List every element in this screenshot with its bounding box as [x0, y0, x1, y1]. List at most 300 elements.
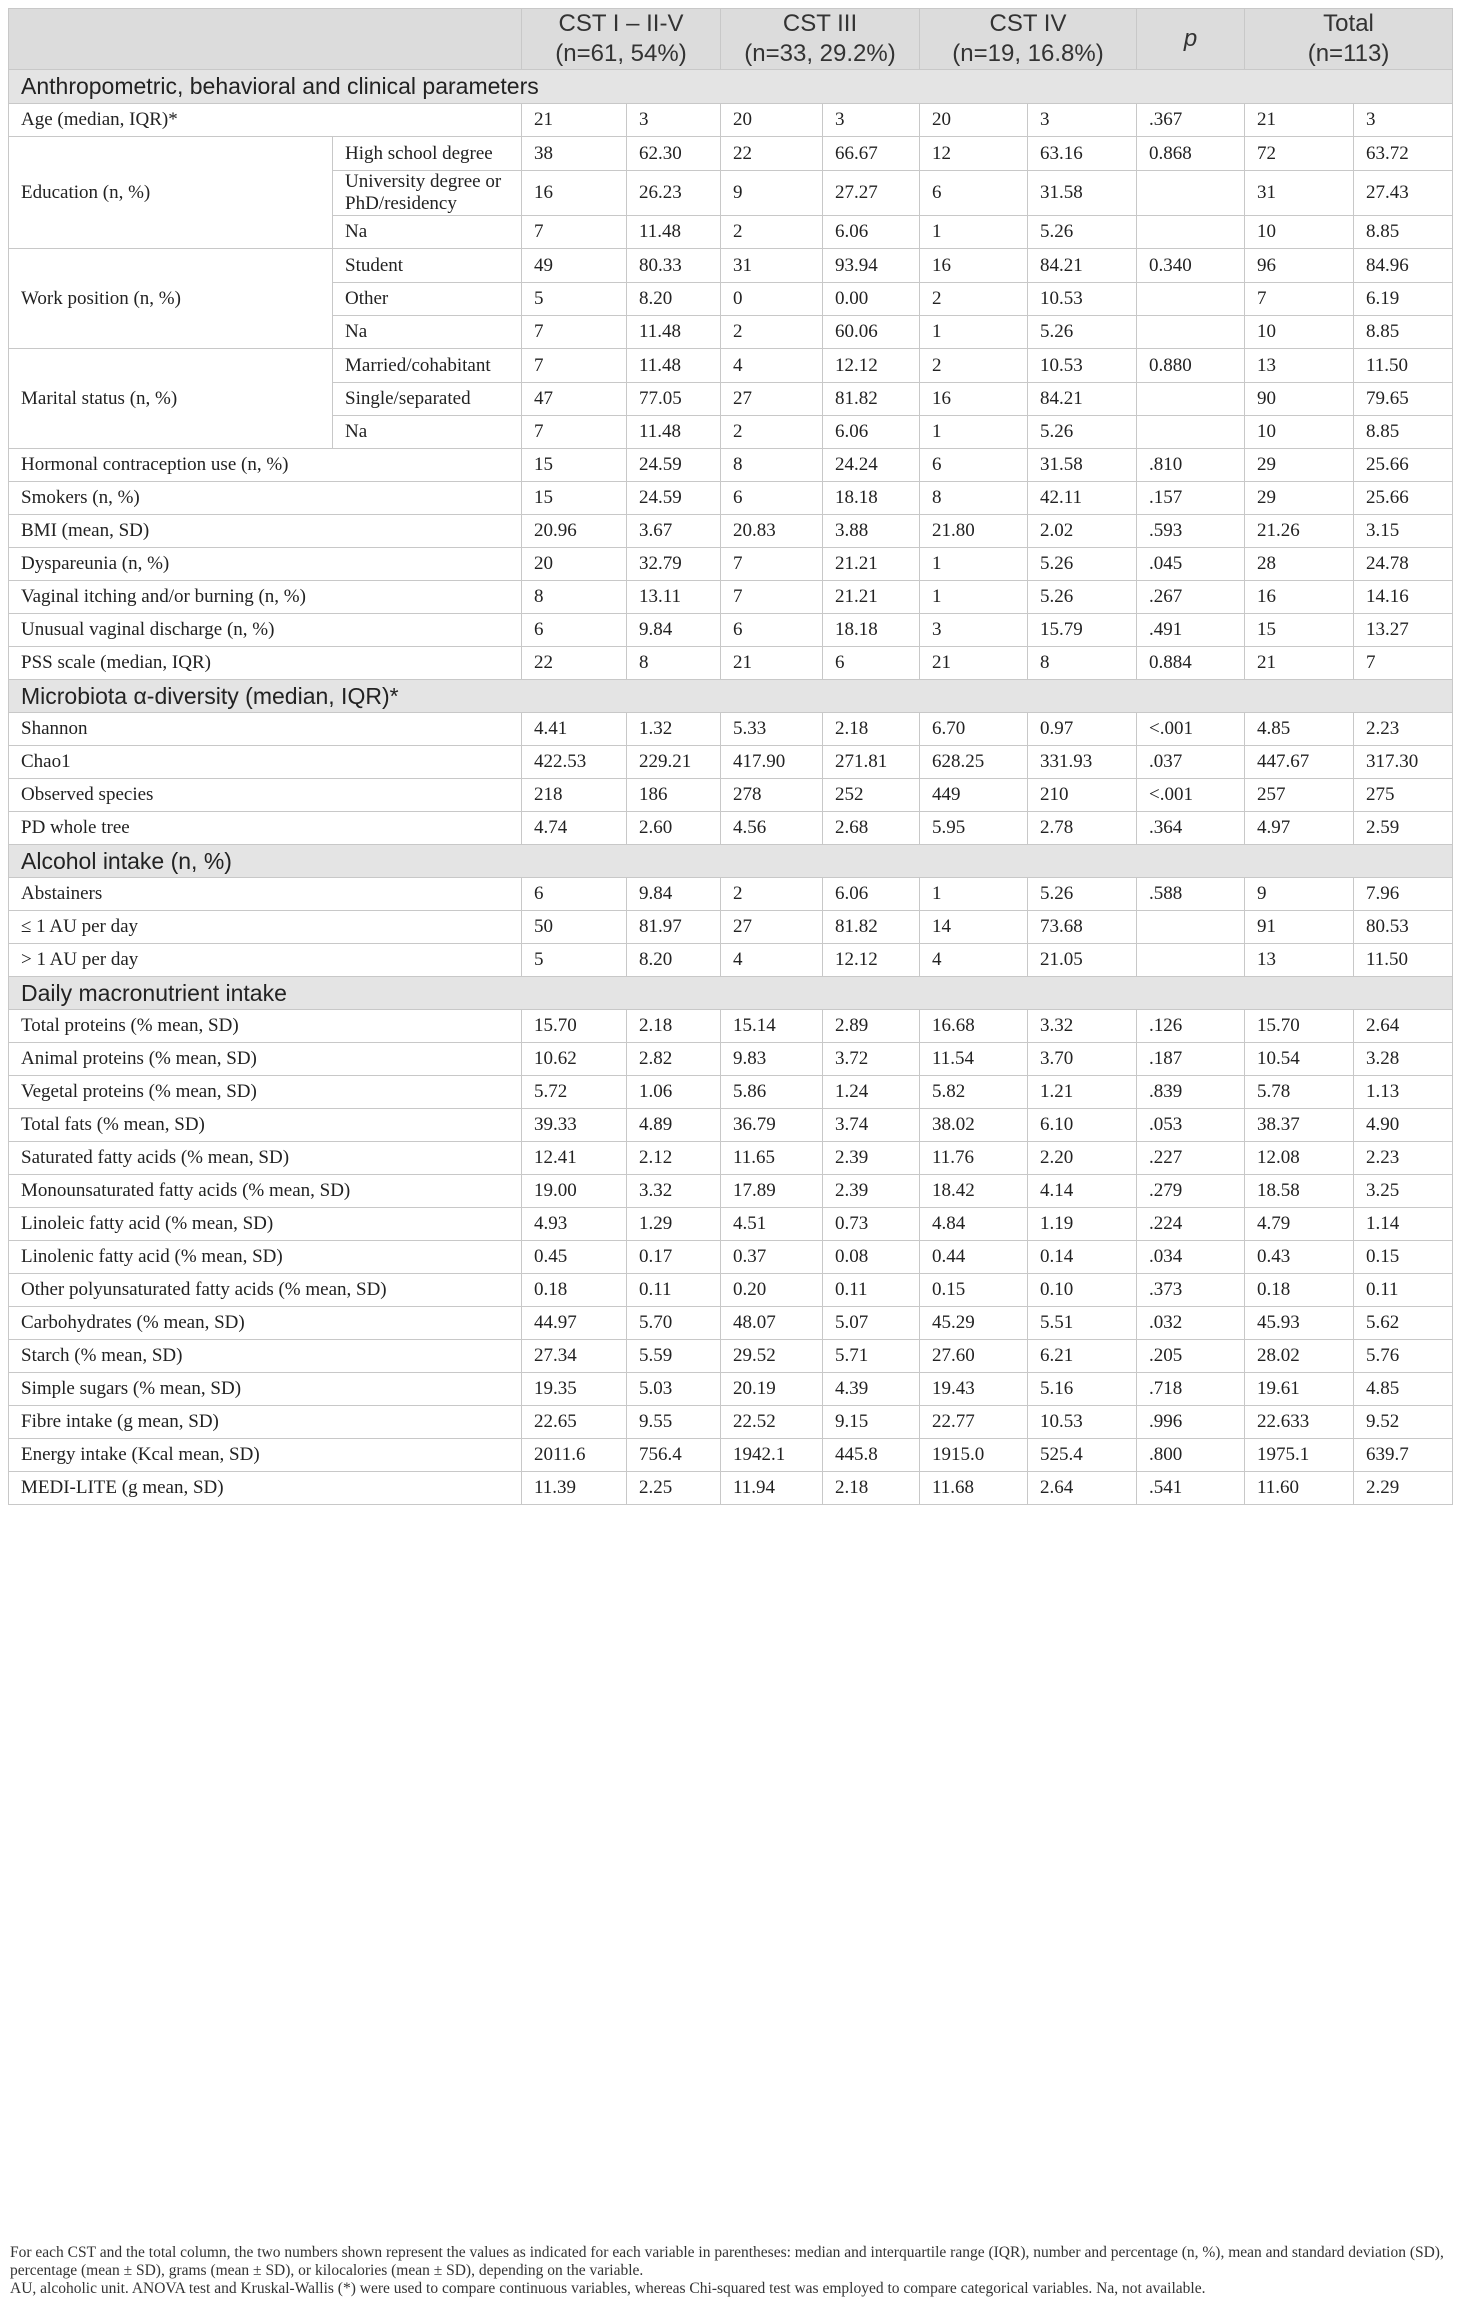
value-cell: 3.32 — [627, 1175, 721, 1208]
value-cell: 24.59 — [627, 449, 721, 482]
value-cell: 5.26 — [1028, 216, 1137, 249]
value-cell: 11.48 — [627, 349, 721, 383]
value-cell: 27.43 — [1354, 171, 1453, 216]
value-cell: 2.12 — [627, 1142, 721, 1175]
value-cell: 11.54 — [920, 1043, 1028, 1076]
value-cell: 62.30 — [627, 137, 721, 171]
value-cell: 9 — [1245, 878, 1354, 911]
value-cell: 2 — [721, 878, 823, 911]
value-cell: 639.7 — [1354, 1439, 1453, 1472]
p-value-cell: .588 — [1137, 878, 1245, 911]
value-cell: 24.78 — [1354, 548, 1453, 581]
value-cell: 1 — [920, 878, 1028, 911]
value-cell: 1942.1 — [721, 1439, 823, 1472]
value-cell: 5 — [522, 944, 627, 977]
value-cell: 5.51 — [1028, 1307, 1137, 1340]
value-cell: 8 — [920, 482, 1028, 515]
value-cell: 3.15 — [1354, 515, 1453, 548]
value-cell: 8.85 — [1354, 216, 1453, 249]
value-cell: 19.43 — [920, 1373, 1028, 1406]
value-cell: 5.71 — [823, 1340, 920, 1373]
p-value-cell: .491 — [1137, 614, 1245, 647]
value-cell: 27.60 — [920, 1340, 1028, 1373]
row-label: Linoleic fatty acid (% mean, SD) — [9, 1208, 522, 1241]
value-cell: 22 — [721, 137, 823, 171]
value-cell: 0.11 — [823, 1274, 920, 1307]
value-cell: 5.70 — [627, 1307, 721, 1340]
section-heading: Daily macronutrient intake — [9, 977, 1453, 1010]
value-cell: 10 — [1245, 316, 1354, 349]
row-label: Fibre intake (g mean, SD) — [9, 1406, 522, 1439]
value-cell: 66.67 — [823, 137, 920, 171]
p-value-cell: .541 — [1137, 1472, 1245, 1505]
value-cell: 16 — [1245, 581, 1354, 614]
p-value-cell: .045 — [1137, 548, 1245, 581]
value-cell: 6 — [522, 614, 627, 647]
value-cell: 24.59 — [627, 482, 721, 515]
value-cell: 22 — [522, 647, 627, 680]
value-cell: 7 — [522, 316, 627, 349]
value-cell: 4 — [721, 944, 823, 977]
value-cell: 10.53 — [1028, 349, 1137, 383]
p-value-cell — [1137, 216, 1245, 249]
value-cell: 6.06 — [823, 878, 920, 911]
value-cell: 422.53 — [522, 746, 627, 779]
value-cell: 96 — [1245, 249, 1354, 283]
value-cell: 1 — [920, 316, 1028, 349]
value-cell: 31.58 — [1028, 171, 1137, 216]
table-row — [9, 746, 1453, 779]
value-cell: 317.30 — [1354, 746, 1453, 779]
value-cell: 275 — [1354, 779, 1453, 812]
value-cell: 20.96 — [522, 515, 627, 548]
value-cell: 60.06 — [823, 316, 920, 349]
value-cell: 3 — [627, 104, 721, 137]
value-cell: 16 — [522, 171, 627, 216]
value-cell: 38.37 — [1245, 1109, 1354, 1142]
p-value-cell: .810 — [1137, 449, 1245, 482]
value-cell: 4.51 — [721, 1208, 823, 1241]
value-cell: 447.67 — [1245, 746, 1354, 779]
value-cell: 0.20 — [721, 1274, 823, 1307]
value-cell: 2.02 — [1028, 515, 1137, 548]
value-cell: 4.79 — [1245, 1208, 1354, 1241]
value-cell: 29 — [1245, 449, 1354, 482]
value-cell: 49 — [522, 249, 627, 283]
value-cell: 1.13 — [1354, 1076, 1453, 1109]
value-cell: 31 — [721, 249, 823, 283]
p-value-cell: .224 — [1137, 1208, 1245, 1241]
value-cell: 0.18 — [1245, 1274, 1354, 1307]
p-value-cell: .205 — [1137, 1340, 1245, 1373]
value-cell: 91 — [1245, 911, 1354, 944]
footnote-line-2: AU, alcoholic unit. ANOVA test and Kruskal-Wallis (*) were used to compare continuous variables, whereas Chi-squared test was employed to compare categorical variables. Na, not available. — [10, 2280, 1206, 2297]
row-label: Total fats (% mean, SD) — [9, 1109, 522, 1142]
row-label: PD whole tree — [9, 812, 522, 845]
section-row — [9, 845, 1453, 878]
row-label: Smokers (n, %) — [9, 482, 522, 515]
header-cst-3-line-2: (n=33, 29.2%) — [744, 40, 896, 67]
row-label: ≤ 1 AU per day — [9, 911, 522, 944]
value-cell: 36.79 — [721, 1109, 823, 1142]
value-cell: 22.77 — [920, 1406, 1028, 1439]
value-cell: 45.93 — [1245, 1307, 1354, 1340]
value-cell: 90 — [1245, 383, 1354, 416]
value-cell: 93.94 — [823, 249, 920, 283]
value-cell: 4.89 — [627, 1109, 721, 1142]
value-cell: 9.84 — [627, 878, 721, 911]
value-cell: 3.70 — [1028, 1043, 1137, 1076]
value-cell: 13.11 — [627, 581, 721, 614]
value-cell: 15.70 — [1245, 1010, 1354, 1043]
value-cell: 8 — [627, 647, 721, 680]
value-cell: 16.68 — [920, 1010, 1028, 1043]
value-cell: 3 — [920, 614, 1028, 647]
value-cell: 0.14 — [1028, 1241, 1137, 1274]
value-cell: 7 — [522, 416, 627, 449]
header-cst-1-2-5 — [522, 9, 721, 70]
value-cell: 0.97 — [1028, 713, 1137, 746]
value-cell: 1975.1 — [1245, 1439, 1354, 1472]
value-cell: 3.67 — [627, 515, 721, 548]
value-cell: 20 — [920, 104, 1028, 137]
sub-label: Na — [333, 216, 522, 249]
table-row — [9, 1373, 1453, 1406]
value-cell: 84.96 — [1354, 249, 1453, 283]
value-cell: 218 — [522, 779, 627, 812]
value-cell: 0.37 — [721, 1241, 823, 1274]
row-label: Observed species — [9, 779, 522, 812]
value-cell: 1 — [920, 548, 1028, 581]
value-cell: 42.11 — [1028, 482, 1137, 515]
value-cell: 1.32 — [627, 713, 721, 746]
p-value-cell: .126 — [1137, 1010, 1245, 1043]
value-cell: 5.62 — [1354, 1307, 1453, 1340]
value-cell: 5.26 — [1028, 416, 1137, 449]
value-cell: 1 — [920, 216, 1028, 249]
value-cell: 21.21 — [823, 548, 920, 581]
value-cell: 449 — [920, 779, 1028, 812]
row-label: Dyspareunia (n, %) — [9, 548, 522, 581]
value-cell: 2.68 — [823, 812, 920, 845]
value-cell: 8.85 — [1354, 416, 1453, 449]
value-cell: 186 — [627, 779, 721, 812]
table-row — [9, 812, 1453, 845]
table-row — [9, 1076, 1453, 1109]
value-cell: 229.21 — [627, 746, 721, 779]
row-label: Hormonal contraception use (n, %) — [9, 449, 522, 482]
value-cell: 2.29 — [1354, 1472, 1453, 1505]
row-label: Saturated fatty acids (% mean, SD) — [9, 1142, 522, 1175]
value-cell: 5.59 — [627, 1340, 721, 1373]
value-cell: 252 — [823, 779, 920, 812]
p-value-cell: .037 — [1137, 746, 1245, 779]
value-cell: 38.02 — [920, 1109, 1028, 1142]
value-cell: 15 — [522, 482, 627, 515]
value-cell: 10 — [1245, 416, 1354, 449]
value-cell: 0.15 — [1354, 1241, 1453, 1274]
table-row — [9, 581, 1453, 614]
group-label: Marital status (n, %) — [9, 349, 333, 449]
value-cell: 11.39 — [522, 1472, 627, 1505]
value-cell: 29 — [1245, 482, 1354, 515]
table-row — [9, 1307, 1453, 1340]
table-footnote — [10, 2244, 1450, 2298]
value-cell: 44.97 — [522, 1307, 627, 1340]
value-cell: 84.21 — [1028, 383, 1137, 416]
value-cell: 7 — [522, 216, 627, 249]
value-cell: 4.93 — [522, 1208, 627, 1241]
value-cell: 1.06 — [627, 1076, 721, 1109]
row-label: Carbohydrates (% mean, SD) — [9, 1307, 522, 1340]
value-cell: 417.90 — [721, 746, 823, 779]
value-cell: 5.95 — [920, 812, 1028, 845]
table-row — [9, 713, 1453, 746]
row-label: Total proteins (% mean, SD) — [9, 1010, 522, 1043]
value-cell: 80.33 — [627, 249, 721, 283]
value-cell: 2 — [721, 316, 823, 349]
value-cell: 14.16 — [1354, 581, 1453, 614]
header-cst-1-2-5-line-2: (n=61, 54%) — [555, 40, 687, 67]
value-cell: 2.18 — [823, 713, 920, 746]
value-cell: 18.18 — [823, 614, 920, 647]
row-label: BMI (mean, SD) — [9, 515, 522, 548]
value-cell: 1.24 — [823, 1076, 920, 1109]
group-label: Education (n, %) — [9, 137, 333, 249]
value-cell: 25.66 — [1354, 449, 1453, 482]
p-value-cell: .053 — [1137, 1109, 1245, 1142]
value-cell: 8.85 — [1354, 316, 1453, 349]
value-cell: 15.70 — [522, 1010, 627, 1043]
value-cell: 80.53 — [1354, 911, 1453, 944]
value-cell: 18.18 — [823, 482, 920, 515]
value-cell: 29.52 — [721, 1340, 823, 1373]
p-value-cell: .187 — [1137, 1043, 1245, 1076]
value-cell: 2.20 — [1028, 1142, 1137, 1175]
value-cell: 16 — [920, 383, 1028, 416]
header-total — [1245, 9, 1453, 70]
sub-label: Na — [333, 416, 522, 449]
table-row — [9, 1241, 1453, 1274]
value-cell: 27.34 — [522, 1340, 627, 1373]
value-cell: 0.15 — [920, 1274, 1028, 1307]
value-cell: 6 — [522, 878, 627, 911]
p-value-cell: .364 — [1137, 812, 1245, 845]
table-row — [9, 249, 1453, 283]
table-row — [9, 647, 1453, 680]
value-cell: 4.97 — [1245, 812, 1354, 845]
value-cell: 81.97 — [627, 911, 721, 944]
value-cell: 5.86 — [721, 1076, 823, 1109]
value-cell: 257 — [1245, 779, 1354, 812]
value-cell: 84.21 — [1028, 249, 1137, 283]
value-cell: 0.10 — [1028, 1274, 1137, 1307]
value-cell: 6 — [721, 482, 823, 515]
value-cell: 6.10 — [1028, 1109, 1137, 1142]
value-cell: 13 — [1245, 944, 1354, 977]
table-row — [9, 614, 1453, 647]
value-cell: 16 — [920, 249, 1028, 283]
row-label: Age (median, IQR)* — [9, 104, 522, 137]
section-heading: Alcohol intake (n, %) — [9, 845, 1453, 878]
row-label: Simple sugars (% mean, SD) — [9, 1373, 522, 1406]
header-cst-4 — [920, 9, 1137, 70]
value-cell: 20 — [522, 548, 627, 581]
value-cell: 2.64 — [1354, 1010, 1453, 1043]
value-cell: 11.50 — [1354, 349, 1453, 383]
row-label: Abstainers — [9, 878, 522, 911]
value-cell: 21.05 — [1028, 944, 1137, 977]
value-cell: 18.42 — [920, 1175, 1028, 1208]
table-row — [9, 1010, 1453, 1043]
value-cell: 3.32 — [1028, 1010, 1137, 1043]
value-cell: 21 — [721, 647, 823, 680]
table-row — [9, 1175, 1453, 1208]
value-cell: 2 — [920, 283, 1028, 316]
value-cell: 17.89 — [721, 1175, 823, 1208]
value-cell: 1.21 — [1028, 1076, 1137, 1109]
value-cell: 628.25 — [920, 746, 1028, 779]
value-cell: 2.23 — [1354, 713, 1453, 746]
value-cell: 0.45 — [522, 1241, 627, 1274]
value-cell: 278 — [721, 779, 823, 812]
p-value-cell: .227 — [1137, 1142, 1245, 1175]
p-value-cell: .367 — [1137, 104, 1245, 137]
value-cell: 2.18 — [627, 1010, 721, 1043]
sub-label: High school degree — [333, 137, 522, 171]
value-cell: 18.58 — [1245, 1175, 1354, 1208]
group-label: Work position (n, %) — [9, 249, 333, 349]
value-cell: 79.65 — [1354, 383, 1453, 416]
value-cell: 73.68 — [1028, 911, 1137, 944]
header-blank — [9, 9, 522, 70]
value-cell: 21.26 — [1245, 515, 1354, 548]
value-cell: 15.14 — [721, 1010, 823, 1043]
value-cell: 5 — [522, 283, 627, 316]
value-cell: 20 — [721, 104, 823, 137]
value-cell: 12 — [920, 137, 1028, 171]
sub-label: Single/separated — [333, 383, 522, 416]
value-cell: 27 — [721, 383, 823, 416]
value-cell: 2.82 — [627, 1043, 721, 1076]
header-cst-3-line-1: CST III — [782, 10, 858, 37]
p-value-cell: .996 — [1137, 1406, 1245, 1439]
table-row — [9, 137, 1453, 171]
value-cell: 19.00 — [522, 1175, 627, 1208]
value-cell: 3 — [823, 104, 920, 137]
value-cell: 8 — [522, 581, 627, 614]
p-value-cell — [1137, 316, 1245, 349]
value-cell: 72 — [1245, 137, 1354, 171]
value-cell: 21 — [1245, 104, 1354, 137]
value-cell: 5.78 — [1245, 1076, 1354, 1109]
value-cell: 5.03 — [627, 1373, 721, 1406]
value-cell: 21.21 — [823, 581, 920, 614]
table-row — [9, 349, 1453, 383]
value-cell: 2011.6 — [522, 1439, 627, 1472]
value-cell: 5.76 — [1354, 1340, 1453, 1373]
value-cell: 331.93 — [1028, 746, 1137, 779]
value-cell: 13.27 — [1354, 614, 1453, 647]
header-total-line-2: (n=113) — [1307, 40, 1390, 67]
value-cell: 0.11 — [1354, 1274, 1453, 1307]
value-cell: 2.64 — [1028, 1472, 1137, 1505]
value-cell: 5.26 — [1028, 581, 1137, 614]
value-cell: 9.83 — [721, 1043, 823, 1076]
value-cell: 4.56 — [721, 812, 823, 845]
value-cell: 5.26 — [1028, 316, 1137, 349]
row-label: Linolenic fatty acid (% mean, SD) — [9, 1241, 522, 1274]
value-cell: 1.29 — [627, 1208, 721, 1241]
value-cell: 0.11 — [627, 1274, 721, 1307]
table-row — [9, 1274, 1453, 1307]
table-row — [9, 1208, 1453, 1241]
p-value-cell: <.001 — [1137, 779, 1245, 812]
value-cell: 31.58 — [1028, 449, 1137, 482]
header-cst-4-line-1: CST IV — [989, 10, 1067, 37]
value-cell: 8 — [721, 449, 823, 482]
row-label: Unusual vaginal discharge (n, %) — [9, 614, 522, 647]
value-cell: 1 — [920, 581, 1028, 614]
table-row — [9, 482, 1453, 515]
value-cell: 4.39 — [823, 1373, 920, 1406]
value-cell: 20.19 — [721, 1373, 823, 1406]
value-cell: 20.83 — [721, 515, 823, 548]
value-cell: 2.39 — [823, 1175, 920, 1208]
value-cell: 0.43 — [1245, 1241, 1354, 1274]
row-label: Starch (% mean, SD) — [9, 1340, 522, 1373]
value-cell: 8.20 — [627, 283, 721, 316]
value-cell: 6 — [823, 647, 920, 680]
value-cell: 210 — [1028, 779, 1137, 812]
row-label: Other polyunsaturated fatty acids (% mean, SD) — [9, 1274, 522, 1307]
value-cell: 0.18 — [522, 1274, 627, 1307]
value-cell: 4 — [920, 944, 1028, 977]
p-value-cell — [1137, 416, 1245, 449]
value-cell: 1.19 — [1028, 1208, 1137, 1241]
value-cell: 11.60 — [1245, 1472, 1354, 1505]
row-label: Shannon — [9, 713, 522, 746]
table-row — [9, 878, 1453, 911]
value-cell: 27 — [721, 911, 823, 944]
value-cell: 3.72 — [823, 1043, 920, 1076]
row-label: Energy intake (Kcal mean, SD) — [9, 1439, 522, 1472]
value-cell: 0.08 — [823, 1241, 920, 1274]
table-row — [9, 1043, 1453, 1076]
header-total-line-1: Total — [1323, 10, 1374, 37]
footnote-line-1: For each CST and the total column, the two numbers shown represent the values as indicated for each variable in parentheses: median and interquartile range (IQR), number and percentage (n, %), mean and standard deviation (SD), percentage (mean ± SD), grams (mean ± SD), or kilocalories (mean ± SD), depending on the variable. — [10, 2244, 1444, 2279]
sub-label: University degree or PhD/residency — [333, 171, 522, 216]
header-cst-3 — [721, 9, 920, 70]
value-cell: 5.26 — [1028, 548, 1137, 581]
value-cell: 6.06 — [823, 416, 920, 449]
header-p-value: p — [1137, 9, 1245, 70]
value-cell: 7 — [522, 349, 627, 383]
row-label: Animal proteins (% mean, SD) — [9, 1043, 522, 1076]
value-cell: 4.85 — [1245, 713, 1354, 746]
value-cell: 15 — [1245, 614, 1354, 647]
value-cell: 11.76 — [920, 1142, 1028, 1175]
value-cell: 9.55 — [627, 1406, 721, 1439]
value-cell: 14 — [920, 911, 1028, 944]
value-cell: 19.61 — [1245, 1373, 1354, 1406]
sub-label: Other — [333, 283, 522, 316]
value-cell: 11.68 — [920, 1472, 1028, 1505]
value-cell: 11.48 — [627, 216, 721, 249]
p-value-cell: .839 — [1137, 1076, 1245, 1109]
value-cell: 45.29 — [920, 1307, 1028, 1340]
row-label: MEDI-LITE (g mean, SD) — [9, 1472, 522, 1505]
